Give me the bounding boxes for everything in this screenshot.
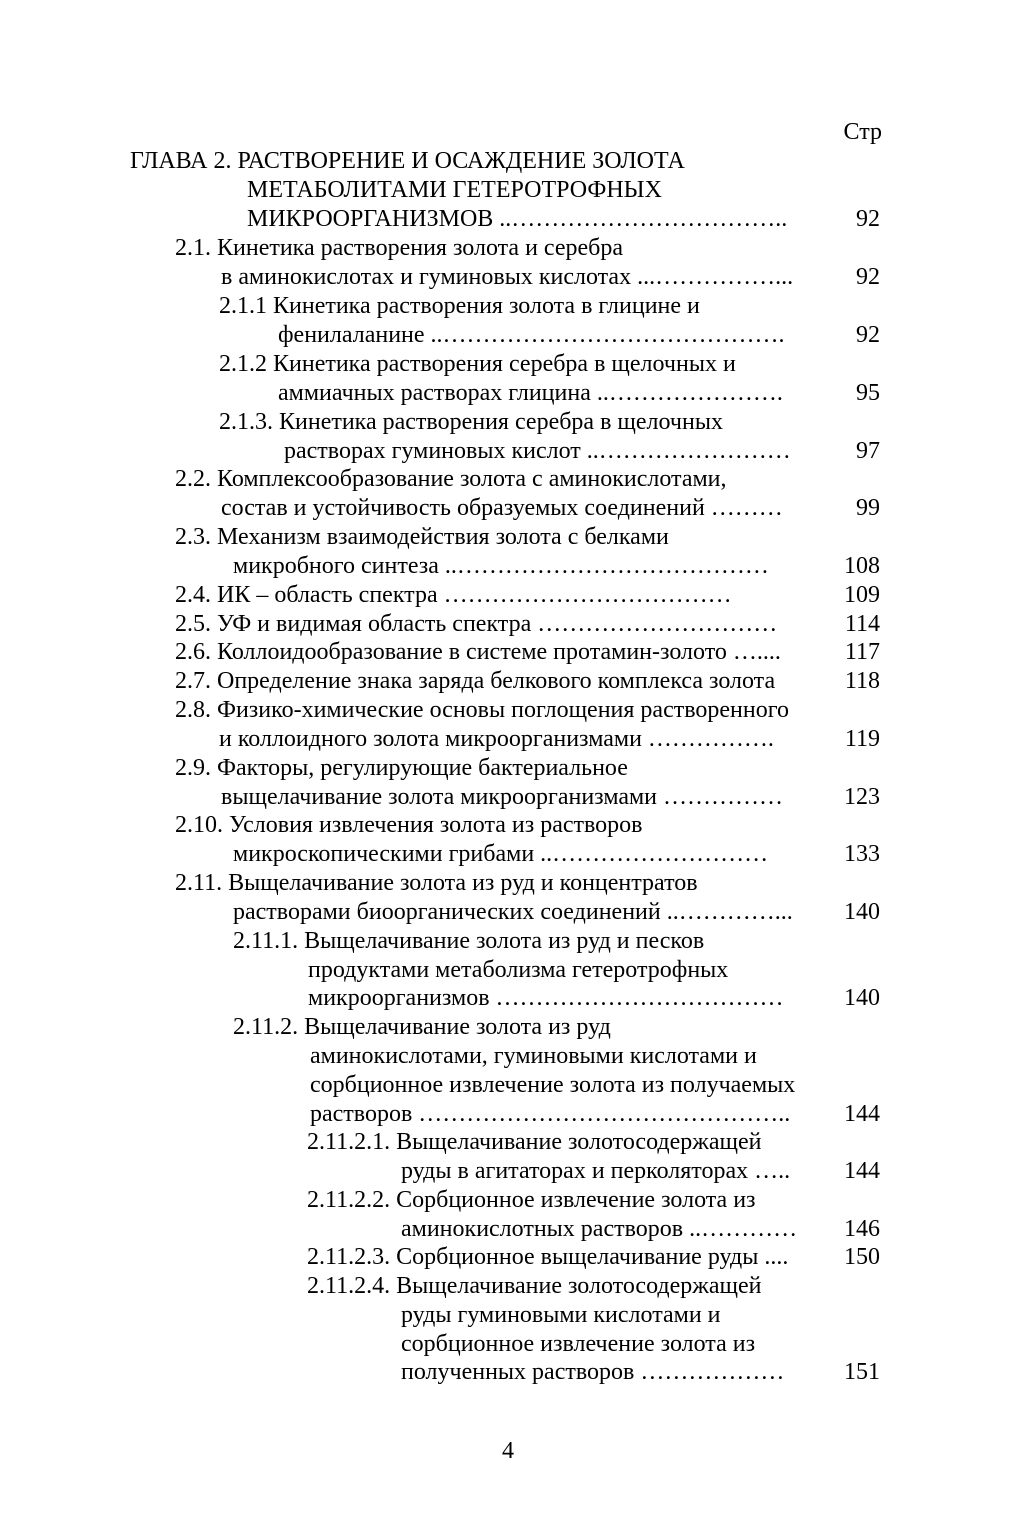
- toc-entry-2-11-2-line-2: аминокислотами, гуминовыми кислотами и: [310, 1043, 757, 1069]
- toc-entry-2-11-2-1-page: 144: [844, 1158, 880, 1184]
- toc-entry-2-10-page: 133: [844, 841, 880, 867]
- toc-entry-2-10-line-1: 2.10. Условия извлечения золота из растворов: [175, 812, 643, 838]
- toc-entry-2-1-3-page: 97: [856, 438, 880, 464]
- toc-entry-2-1-2-page: 95: [856, 380, 880, 406]
- toc-entry-2-1-1-line-1: 2.1.1 Кинетика растворения золота в глицине и: [219, 293, 700, 319]
- toc-entry-chapter-2-line-3: МИКРООРГАНИЗМОВ ..……………………………..: [247, 206, 788, 232]
- toc-entry-2-1-2-line-2: аммиачных растворах глицина ..………………….: [278, 380, 783, 406]
- toc-entry-2-9-line-2: выщелачивание золота микроорганизмами ……………: [221, 784, 784, 810]
- toc-entry-2-11-2-line-1: 2.11.2. Выщелачивание золота из руд: [233, 1014, 611, 1040]
- toc-entry-2-11-page: 140: [844, 899, 880, 925]
- toc-entry-2-7-line-1: 2.7. Определение знака заряда белкового комплекса золота: [175, 668, 776, 694]
- toc-entry-2-11-2-line-4: растворов ………………………………………..: [310, 1101, 791, 1127]
- toc-entry-2-11-1-line-3: микроорганизмов ………………………………: [308, 985, 784, 1011]
- page-column-header: Стр: [843, 119, 882, 145]
- toc-entry-2-3-line-1: 2.3. Механизм взаимодействия золота с белками: [175, 524, 669, 550]
- toc-entry-chapter-2-line-2: МЕТАБОЛИТАМИ ГЕТЕРОТРОФНЫХ: [247, 177, 662, 203]
- toc-entry-2-1-page: 92: [856, 264, 880, 290]
- toc-entry-2-2-line-2: состав и устойчивость образуемых соединений ………: [221, 495, 783, 521]
- toc-entry-2-11-2-4-page: 151: [844, 1359, 880, 1385]
- toc-entry-2-2-line-1: 2.2. Комплексообразование золота с аминокислотами,: [175, 466, 727, 492]
- toc-entry-2-11-2-2-line-2: аминокислотных растворов ..…………: [401, 1216, 798, 1242]
- toc-entry-2-4-page: 109: [844, 582, 880, 608]
- toc-entry-2-11-2-4-line-1: 2.11.2.4. Выщелачивание золотосодержащей: [307, 1273, 762, 1299]
- toc-entry-2-6-line-1: 2.6. Коллоидообразование в системе протамин-золото …....: [175, 639, 781, 665]
- toc-entry-chapter-2-line-1: ГЛАВА 2. РАСТВОРЕНИЕ И ОСАЖДЕНИЕ ЗОЛОТА: [130, 148, 685, 174]
- toc-entry-2-1-1-line-2: фенилаланине ..…………………………………….: [278, 322, 785, 348]
- toc-entry-2-3-page: 108: [844, 553, 880, 579]
- toc-entry-2-4-line-1: 2.4. ИК – область спектра ………………………………: [175, 582, 732, 608]
- toc-entry-2-8-line-1: 2.8. Физико-химические основы поглощения растворенного: [175, 697, 789, 723]
- toc-entry-2-7-page: 118: [844, 668, 880, 694]
- toc-entry-2-1-3-line-1: 2.1.3. Кинетика растворения серебра в щелочных: [219, 409, 723, 435]
- toc-entry-2-11-2-4-line-4: полученных растворов ………………: [401, 1359, 785, 1385]
- toc-entry-2-11-2-1-line-2: руды в агитаторах и перколяторах …..: [401, 1158, 791, 1184]
- toc-entry-2-1-line-2: в аминокислотах и гуминовых кислотах ...……………...: [221, 264, 794, 290]
- toc-entry-2-1-line-1: 2.1. Кинетика растворения золота и серебра: [175, 235, 624, 261]
- toc-entry-2-11-2-1-line-1: 2.11.2.1. Выщелачивание золотосодержащей: [307, 1129, 762, 1155]
- toc-entry-2-10-line-2: микроскопическими грибами ..………………………: [233, 841, 769, 867]
- toc-entry-2-11-1-page: 140: [844, 985, 880, 1011]
- toc-entry-2-11-2-page: 144: [844, 1101, 880, 1127]
- toc-entry-2-11-2-2-line-1: 2.11.2.2. Сорбционное извлечение золота из: [307, 1187, 756, 1213]
- toc-entry-2-11-2-4-line-3: сорбционное извлечение золота из: [401, 1331, 756, 1357]
- toc-entry-2-11-1-line-1: 2.11.1. Выщелачивание золота из руд и песков: [233, 928, 705, 954]
- toc-entry-2-1-2-line-1: 2.1.2 Кинетика растворения серебра в щелочных и: [219, 351, 736, 377]
- toc-entry-2-3-line-2: микробного синтеза ..…………………………………: [233, 553, 769, 579]
- toc-entry-2-8-line-2: и коллоидного золота микроорганизмами …………….: [219, 726, 774, 752]
- toc-entry-2-11-2-line-3: сорбционное извлечение золота из получаемых: [310, 1072, 796, 1098]
- toc-entry-2-5-page: 114: [844, 611, 880, 637]
- toc-entry-2-11-2-4-line-2: руды гуминовыми кислотами и: [401, 1302, 721, 1328]
- toc-entry-2-5-line-1: 2.5. УФ и видимая область спектра …………………………: [175, 611, 778, 637]
- toc-entry-2-8-page: 119: [844, 726, 880, 752]
- toc-entry-2-9-line-1: 2.9. Факторы, регулирующие бактериальное: [175, 755, 628, 781]
- toc-entry-2-11-1-line-2: продуктами метаболизма гетеротрофных: [308, 957, 729, 983]
- page-number: 4: [502, 1438, 514, 1464]
- toc-entry-2-6-page: 117: [844, 639, 880, 665]
- toc-entry-2-2-page: 99: [856, 495, 880, 521]
- toc-entry-2-11-2-2-page: 146: [844, 1216, 880, 1242]
- toc-entry-2-11-2-3-line-1: 2.11.2.3. Сорбционное выщелачивание руды ....: [307, 1244, 789, 1270]
- toc-entry-chapter-2-page: 92: [856, 206, 880, 232]
- toc-entry-2-11-2-3-page: 150: [844, 1244, 880, 1270]
- toc-entry-2-11-line-1: 2.11. Выщелачивание золота из руд и концентратов: [175, 870, 698, 896]
- toc-entry-2-9-page: 123: [844, 784, 880, 810]
- toc-entry-2-1-3-line-2: растворах гуминовых кислот ..……………………: [284, 438, 791, 464]
- toc-entry-2-1-1-page: 92: [856, 322, 880, 348]
- toc-entry-2-11-line-2: растворами биоорганических соединений ..…………...: [233, 899, 793, 925]
